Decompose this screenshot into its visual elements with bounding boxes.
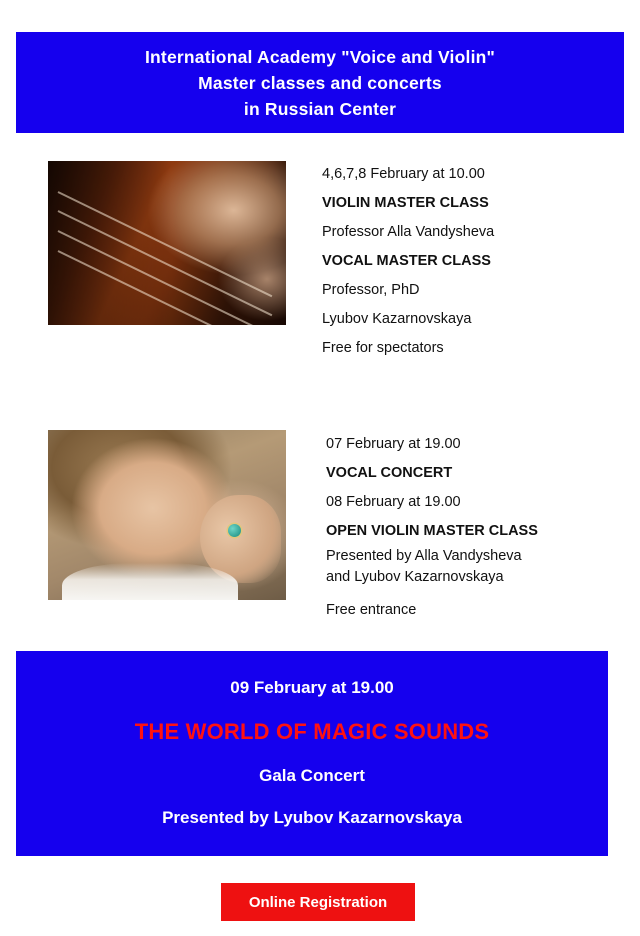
masterclass-line-vocal-title: VOCAL MASTER CLASS xyxy=(322,253,491,269)
concert-line-open-masterclass: OPEN VIOLIN MASTER CLASS xyxy=(326,523,538,539)
concert-free-entrance: Free entrance xyxy=(326,602,417,618)
portrait-ring xyxy=(228,524,241,537)
gala-title: THE WORLD OF MAGIC SOUNDS xyxy=(134,719,490,744)
lyubov-kazarnovskaya-portrait-photo xyxy=(48,430,286,600)
header-title-line-2: Master classes and concerts xyxy=(198,72,442,93)
concert-line-date-07: 07 February at 19.00 xyxy=(326,436,461,452)
header-title-line-3: in Russian Center xyxy=(243,98,397,119)
concert-presented-line-2: and Lyubov Kazarnovskaya xyxy=(326,569,504,585)
concert-text-block xyxy=(326,430,616,625)
masterclass-line-date: 4,6,7,8 February at 10.00 xyxy=(322,166,485,182)
masterclass-line-vocal-teacher: Lyubov Kazarnovskaya xyxy=(322,311,472,327)
concert-presented-line-1: Presented by Alla Vandysheva xyxy=(326,548,522,564)
masterclass-line-violin-teacher: Professor Alla Vandysheva xyxy=(322,224,495,240)
masterclass-line-vocal-title-prof: Professor, PhD xyxy=(322,282,420,298)
concert-line-vocal-concert: VOCAL CONCERT xyxy=(326,465,453,481)
masterclass-line-free: Free for spectators xyxy=(322,340,444,356)
gala-presented-by: Presented by Lyubov Kazarnovskaya xyxy=(162,808,462,827)
violin-closeup-photo xyxy=(48,161,286,325)
header-title-line-1: International Academy "Voice and Violin" xyxy=(144,46,496,67)
masterclass-text-block xyxy=(322,160,612,363)
online-registration-button[interactable]: Online Registration xyxy=(221,883,415,921)
portrait-collar xyxy=(62,563,238,600)
gala-date: 09 February at 19.00 xyxy=(230,678,394,697)
gala-subtitle: Gala Concert xyxy=(259,766,365,785)
header-banner xyxy=(16,32,624,133)
gala-banner xyxy=(16,651,608,856)
concert-line-date-08: 08 February at 19.00 xyxy=(326,494,461,510)
concert-spacer xyxy=(326,588,616,596)
masterclass-line-violin-title: VIOLIN MASTER CLASS xyxy=(322,195,489,211)
violin-strings xyxy=(48,161,286,325)
